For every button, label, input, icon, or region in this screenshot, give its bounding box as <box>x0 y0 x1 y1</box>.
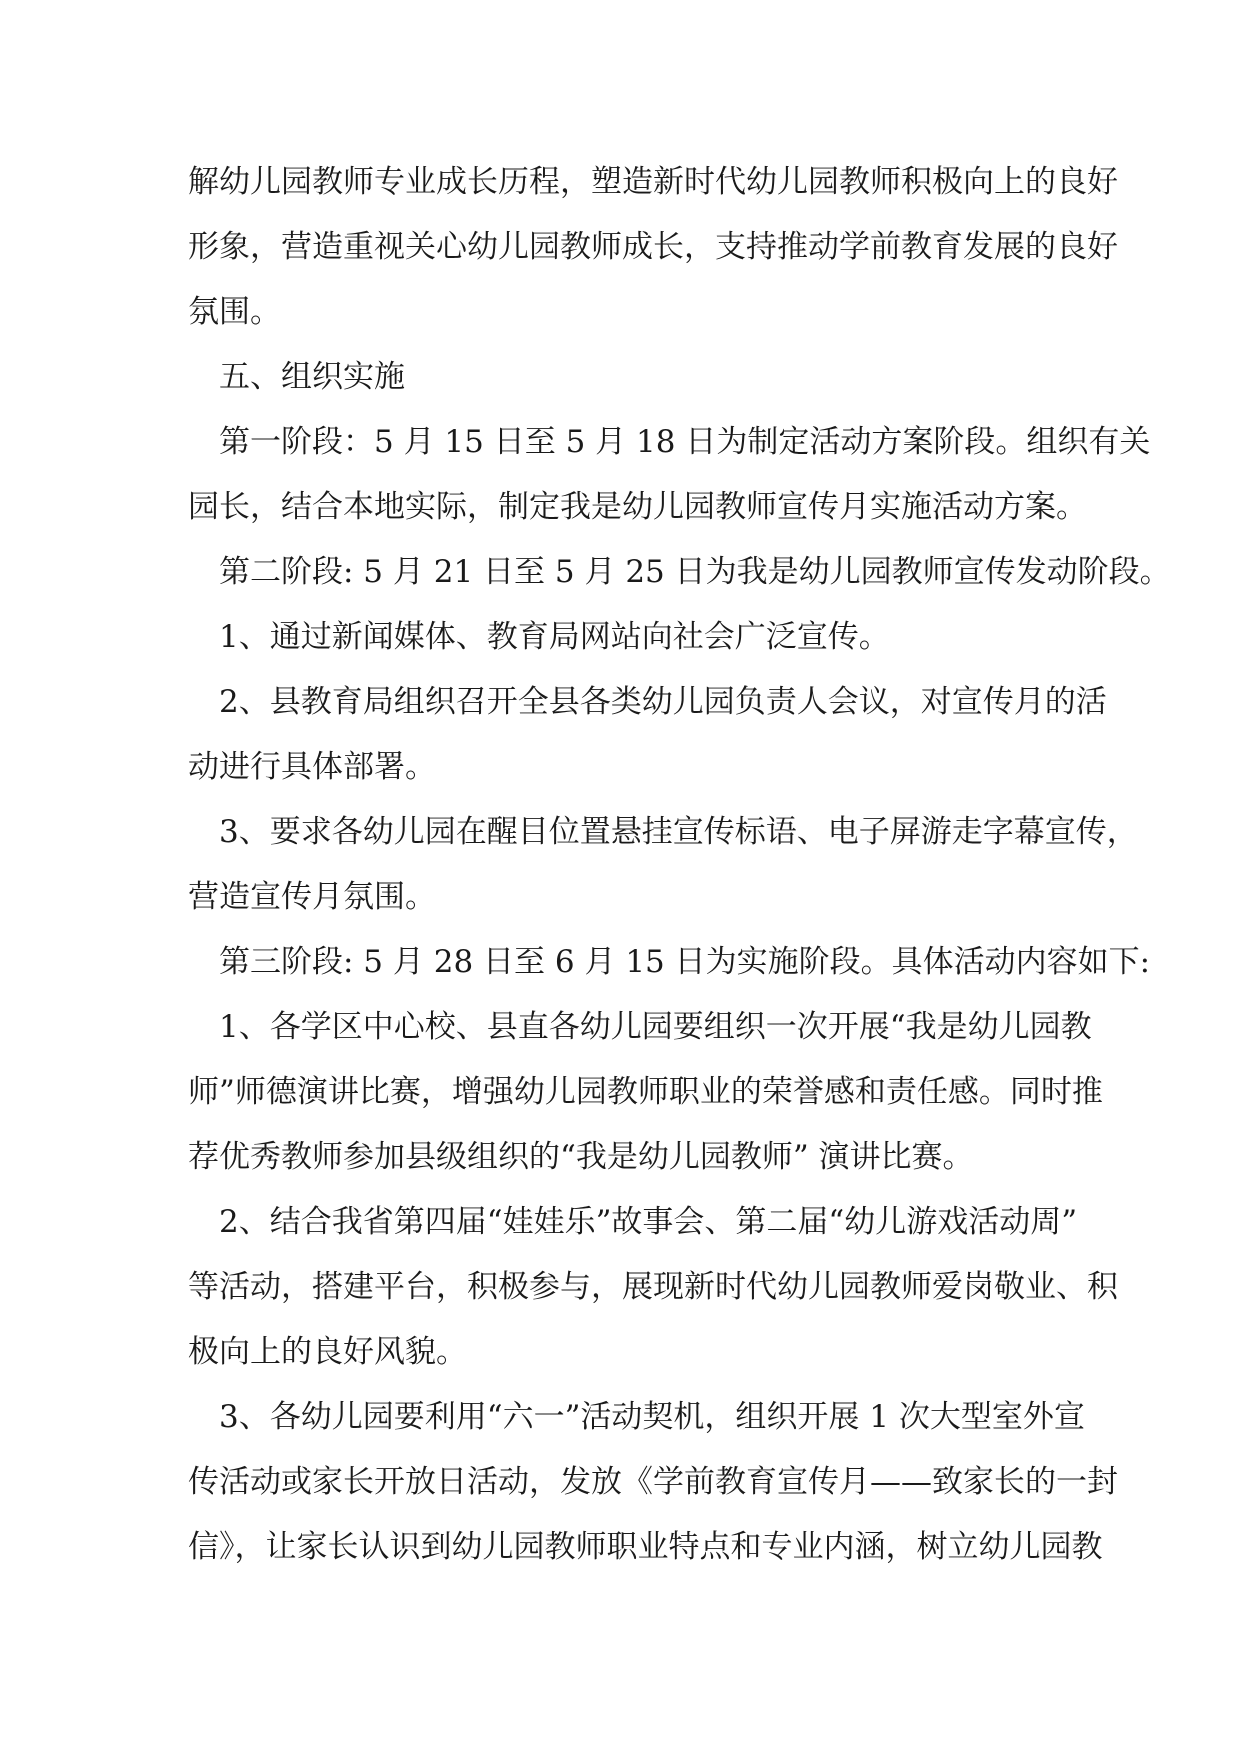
text-line: 形象，营造重视关心幼儿园教师成长，支持推动学前教育发展的良好 <box>188 229 1118 265</box>
list-item: 2、县教育局组织召开全县各类幼儿园负责人会议，对宣传月的活 <box>219 684 1107 720</box>
list-item: 3、要求各幼儿园在醒目位置悬挂宣传标语、电子屏游走字幕宣传， <box>219 814 1138 850</box>
text-line: 动进行具体部署。 <box>188 749 436 785</box>
text-line: 第二阶段: 5 月 21 日至 5 月 25 日为我是幼儿园教师宣传发动阶段。 <box>219 554 1171 590</box>
text-line: 信》，让家长认识到幼儿园教师职业特点和专业内涵，树立幼儿园教 <box>188 1529 1103 1565</box>
text-line: 第一阶段：5 月 15 日至 5 月 18 日为制定活动方案阶段。组织有关 <box>219 424 1151 460</box>
list-item: 1、各学区中心校、县直各幼儿园要组织一次开展“我是幼儿园教 <box>219 1009 1092 1045</box>
text-line: 传活动或家长开放日活动，发放《学前教育宣传月——致家长的一封 <box>188 1464 1118 1500</box>
text-line: 氛围。 <box>188 294 281 330</box>
list-item: 3、各幼儿园要利用“六一”活动契机，组织开展 1 次大型室外宣 <box>219 1399 1085 1435</box>
text-line: 园长，结合本地实际，制定我是幼儿园教师宣传月实施活动方案。 <box>188 489 1087 525</box>
list-item: 1、通过新闻媒体、教育局网站向社会广泛宣传。 <box>219 619 890 655</box>
text-line: 师”师德演讲比赛，增强幼儿园教师职业的荣誉感和责任感。同时推 <box>188 1074 1103 1110</box>
text-line: 等活动，搭建平台，积极参与，展现新时代幼儿园教师爱岗敬业、积 <box>188 1269 1118 1305</box>
section-heading: 五、组织实施 <box>219 359 405 395</box>
text-line: 解幼儿园教师专业成长历程，塑造新时代幼儿园教师积极向上的良好 <box>188 164 1118 200</box>
text-line: 荐优秀教师参加县级组织的“我是幼儿园教师” 演讲比赛。 <box>188 1139 974 1175</box>
list-item: 2、结合我省第四届“娃娃乐”故事会、第二届“幼儿游戏活动周” <box>219 1204 1078 1240</box>
text-line: 第三阶段: 5 月 28 日至 6 月 15 日为实施阶段。具体活动内容如下: <box>219 944 1151 980</box>
text-line: 极向上的良好风貌。 <box>188 1334 467 1370</box>
document-body <box>188 150 1171 1580</box>
text-line: 营造宣传月氛围。 <box>188 879 436 915</box>
